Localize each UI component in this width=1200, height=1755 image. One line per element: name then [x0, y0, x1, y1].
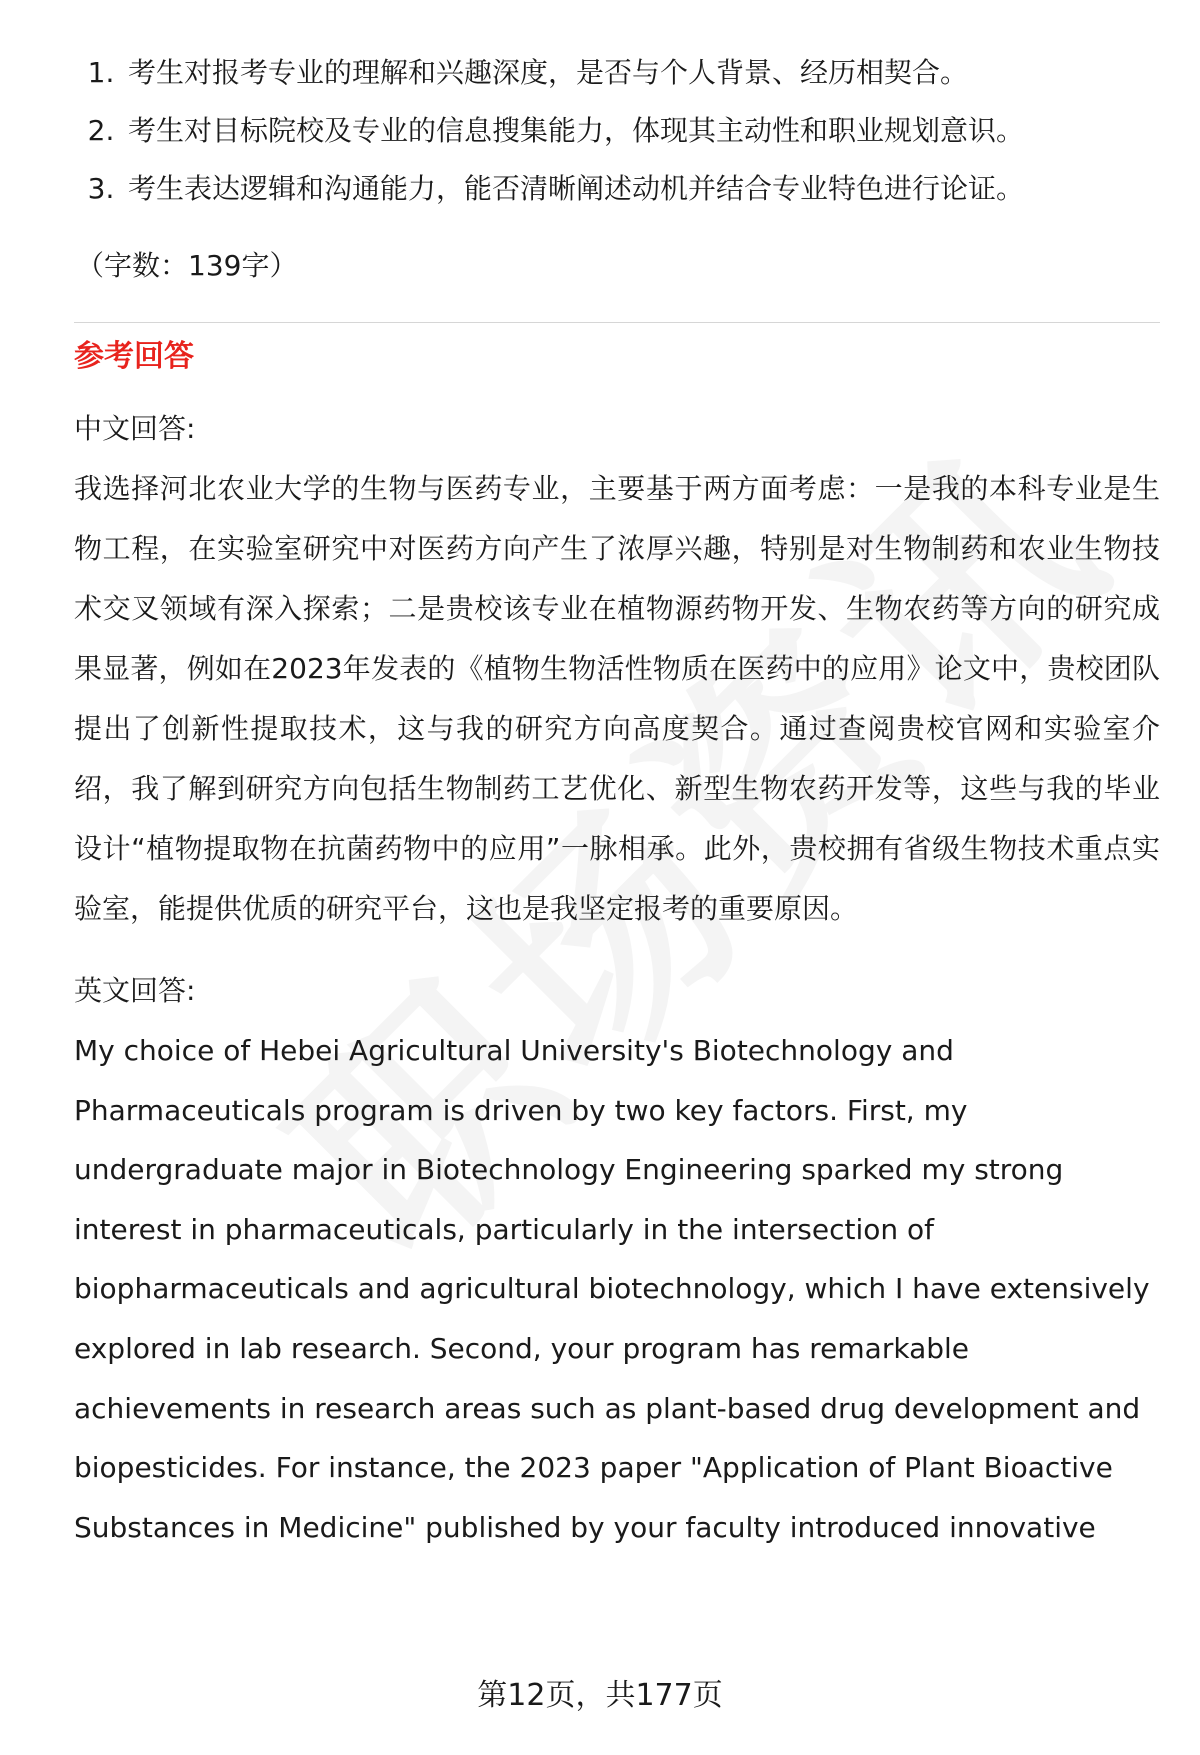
- chinese-answer-label: 中文回答:: [74, 412, 196, 445]
- page-number-footer: 第12页，共177页: [477, 1678, 723, 1713]
- word-count: （字数：139字）: [76, 249, 298, 282]
- english-answer-line: biopharmaceuticals and agricultural biotechnology, which I have extensively: [74, 1272, 1150, 1306]
- list-item-number: 2.: [87, 114, 115, 147]
- english-answer-line: Pharmaceuticals program is driven by two key factors. First, my: [74, 1093, 968, 1127]
- english-answer-line: My choice of Hebei Agricultural University's Biotechnology and: [74, 1034, 954, 1067]
- english-answer-line: achievements in research areas such as plant-based drug development and: [74, 1391, 1141, 1425]
- section-divider: [74, 322, 1160, 323]
- list-item-text: 考生对报考专业的理解和兴趣深度，是否与个人背景、经历相契合。: [128, 56, 969, 89]
- list-item: [74, 160, 1160, 218]
- english-answer-paragraph: [74, 1021, 1160, 1557]
- list-item-text: 考生表达逻辑和沟通能力，能否清晰阐述动机并结合专业特色进行论证。: [128, 172, 1025, 205]
- english-answer-line: explored in lab research. Second, your program has remarkable: [74, 1331, 970, 1365]
- english-answer-line: undergraduate major in Biotechnology Engineering sparked my strong: [74, 1153, 1064, 1187]
- list-item: [74, 102, 1160, 160]
- english-answer-line: interest in pharmaceuticals, particularly in the intersection of: [74, 1212, 935, 1246]
- page-content: [74, 44, 1160, 1557]
- english-answer-label: 英文回答:: [74, 974, 196, 1007]
- list-item-text: 考生对目标院校及专业的信息搜集能力，体现其主动性和职业规划意识。: [128, 114, 1025, 147]
- english-answer-line: Substances in Medicine" published by your faculty introduced innovative: [74, 1510, 1096, 1544]
- list-item: [74, 44, 1160, 102]
- english-answer-line: biopesticides. For instance, the 2023 paper "Application of Plant Bioactive: [74, 1451, 1113, 1485]
- list-item-number: 1.: [87, 56, 115, 89]
- reference-answer-heading: 参考回答: [74, 339, 194, 374]
- evaluation-criteria-list: [74, 44, 1160, 218]
- chinese-answer-paragraph: 我选择河北农业大学的生物与医药专业，主要基于两方面考虑：一是我的本科专业是生物工程，在实验室研究中对医药方向产生了浓厚兴趣，特别是对生物制药和农业生物技术交叉领域有深入探索；二是贵校该专业在植物源药物开发、生物农药等方向的研究成果显著，例如在2023年发表的《植物生物活性物质在医药中的应用》论文中，贵校团队提出了创新性提取技术，这与我的研究方向高度契合。通过查阅贵校官网和实验室介绍，我了解到研究方向包括生物制药工艺优化、新型生物农药开发等，这些与我的毕业设计“植物提取物在抗菌药物中的应用”一脉相承。此外，贵校拥有省级生物技术重点实验室，能提供优质的研究平台，这也是我坚定报考的重要原因。: [74, 472, 1160, 925]
- list-item-number: 3.: [87, 172, 115, 205]
